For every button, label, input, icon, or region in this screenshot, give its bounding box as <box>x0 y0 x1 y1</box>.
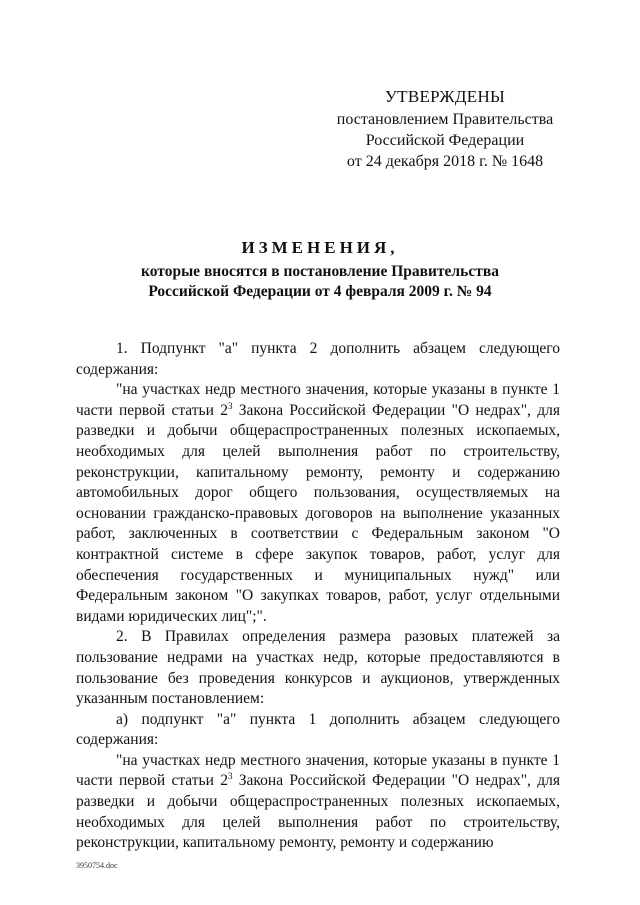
approval-stamp <box>330 86 560 172</box>
document-body <box>76 339 560 854</box>
paragraph-2-text-b: Закона Российской Федерации "О недрах", для разведки и добычи общераспространенных полезных ископаемых, необходимых для целей выполнения работ по строительству, реконструкции, капитальному ремонту, ремонту и содержанию автомобильных дорог общего пользования, осуществляемых на основании гражданско-правовых договоров на выполнение указанных работ, заключенных в соответствии с Федеральным законом "О контрактной системе в сфере закупок товаров, работ, услуг для обеспечения государственных и муниципальных нужд" или Федеральным законом "О закупках товаров, работ, услуг отдельными видами юридических лиц";". <box>76 401 560 625</box>
subtitle-line-1: которые вносятся в постановление Правительства <box>141 263 499 280</box>
paragraph-2-text-a: "на участках недр местного значения, которые указаны в пункте 1 части первой статьи 2 <box>76 381 560 419</box>
paragraph-1: 1. Подпункт "а" пункта 2 дополнить абзацем следующего содержания: <box>76 340 560 378</box>
approval-line-2: Российской Федерации <box>365 132 525 149</box>
paragraph-3: 2. В Правилах определения размера разовых платежей за пользование недрами на участках недр, которые предоставляются в пользование без проведения конкурсов и аукционов, утвержденных указанным постановлением: <box>76 628 560 708</box>
paragraph-2-superscript: 3 <box>227 400 233 411</box>
document-subtitle <box>80 262 560 302</box>
paragraph-5 <box>76 751 560 854</box>
paragraph-5-text-a: "на участках недр местного значения, которые указаны в пункте 1 части первой статьи 2 <box>76 751 560 790</box>
approval-line-1: постановлением Правительства <box>336 111 554 128</box>
paragraph-2 <box>76 380 560 627</box>
paragraph-4: а) подпункт "а" пункта 1 дополнить абзацем следующего содержания: <box>76 710 560 749</box>
subtitle-line-2: Российской Федерации от 4 февраля 2009 г. № 94 <box>148 283 492 300</box>
file-name-footer: 3950754.doc <box>76 861 118 870</box>
approval-line-3: от 24 декабря 2018 г. № 1648 <box>346 153 544 170</box>
paragraph-5-superscript: 3 <box>227 771 233 782</box>
paragraph-5-text-b: Закона Российской Федерации "О недрах", для разведки и добычи общераспространенных полезных ископаемых, необходимых для целей выполнения работ по строительству, реконструкции, капитальному ремонту, ремонту и содержанию <box>76 772 560 852</box>
approval-heading: УТВЕРЖДЕНЫ <box>384 87 506 106</box>
document-title: ИЗМЕНЕНИЯ, <box>241 238 399 257</box>
